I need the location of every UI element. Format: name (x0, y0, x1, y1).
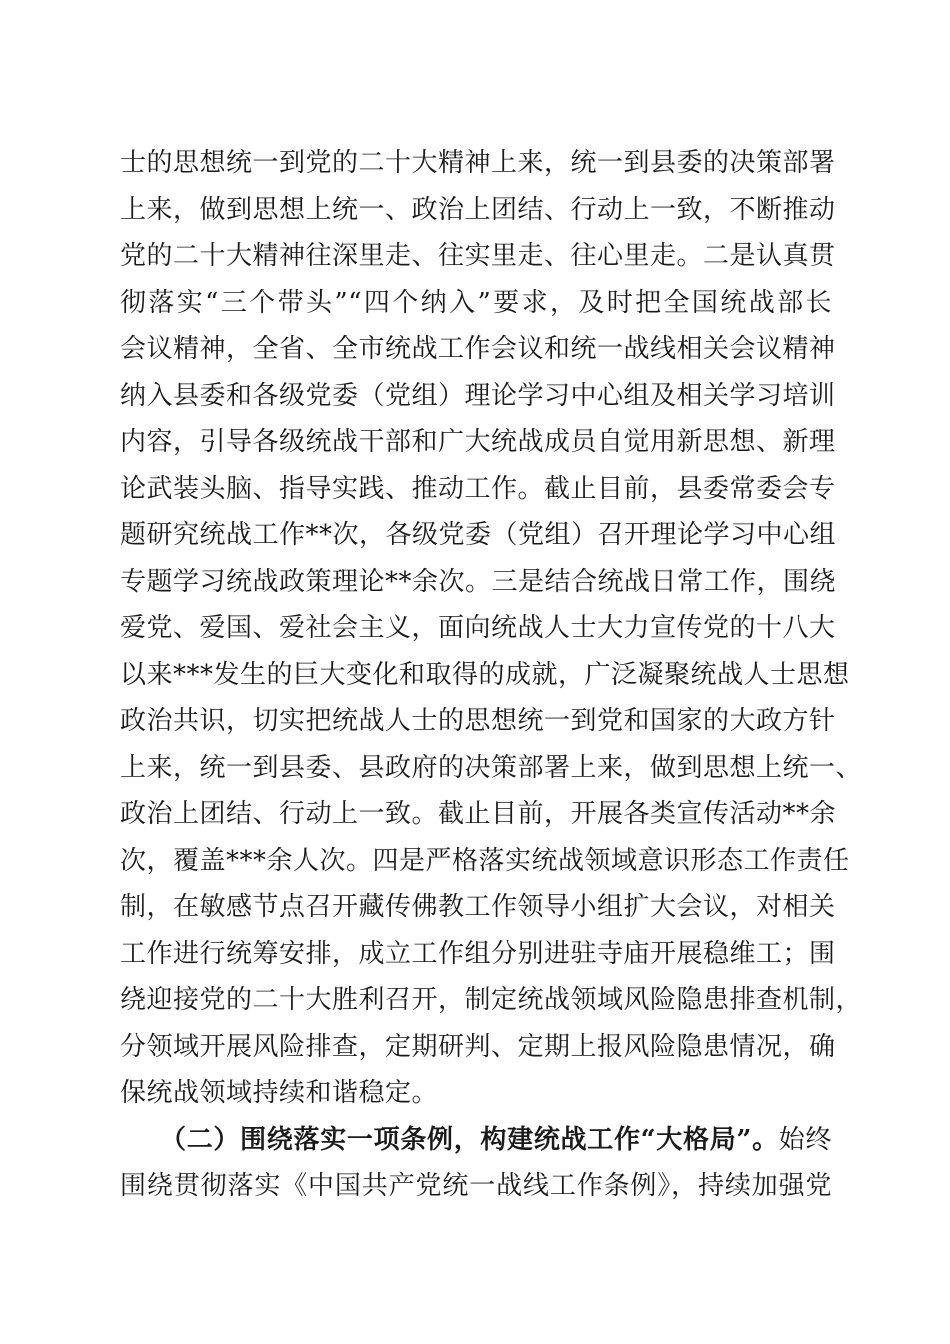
text-line: 工作进行统筹安排，成立工作组分别进驻寺庙开展稳维工；围 (120, 938, 836, 969)
text-line: 士的思想统一到党的二十大精神上来，统一到县委的决策部署 (120, 148, 836, 178)
section-heading: （二）围绕落实一项条例，构建统战工作“大格局”。 (160, 1124, 779, 1155)
text-line: 内容，引导各级统战干部和广大统战成员自觉用新思想、新理 (120, 427, 836, 457)
document-body (120, 140, 863, 1210)
text-line: 上来，做到思想上统一、政治上团结、行动上一致，不断推动 (120, 194, 836, 225)
text-line: 政治共识，切实把统战人士的思想统一到党和国家的大政方针 (120, 706, 836, 736)
text-line: 次，覆盖***余人次。四是严格落实统战领域意识形态工作责任 (120, 845, 850, 876)
paragraph-1 (120, 140, 863, 1117)
text-line: 专题学习统战政策理论**余次。三是结合统战日常工作，围绕 (120, 566, 837, 597)
text-line: 党的二十大精神往深里走、往实里走、往心里走。二是认真贯 (120, 241, 836, 271)
text-line: 彻落实“三个带头”“四个纳入”要求，及时把全国统战部长 (120, 287, 832, 318)
text-line: 上来，统一到县委、县政府的决策部署上来，做到思想上统一、 (120, 752, 863, 783)
text-line: 纳入县委和各级党委（党组）理论学习中心组及相关学习培训 (120, 380, 836, 411)
text-line: 保统战领域持续和谐稳定。 (120, 1078, 439, 1108)
text-line: 制，在敏感节点召开藏传佛教工作领导小组扩大会议，对相关 (120, 892, 836, 922)
paragraph-2 (120, 1117, 832, 1210)
text-line: 围绕贯彻落实《中国共产党统一战线工作条例》，持续加强党 (120, 1171, 832, 1201)
text-line: 政治上团结、行动上一致。截止目前，开展各类宣传活动**余 (120, 799, 837, 829)
section-lead-text: 始终 (778, 1124, 832, 1155)
text-line: 分领域开展风险排查，定期研判、定期上报风险隐患情况，确 (120, 1031, 836, 1062)
text-line (120, 1117, 832, 1164)
text-line: 爱党、爱国、爱社会主义，面向统战人士大力宣传党的十八大 (120, 613, 836, 643)
text-line: 绕迎接党的二十大胜利召开，制定统战领域风险隐患排查机制， (120, 985, 863, 1015)
text-line: 论武装头脑、指导实践、推动工作。截止目前，县委常委会专 (120, 473, 836, 504)
text-line: 会议精神，全省、全市统战工作会议和统一战线相关会议精神 (120, 334, 836, 364)
text-line: 以来***发生的巨大变化和取得的成就，广泛凝聚统战人士思想 (120, 659, 850, 690)
text-line: 题研究统战工作**次，各级党委（党组）召开理论学习中心组 (120, 520, 837, 550)
